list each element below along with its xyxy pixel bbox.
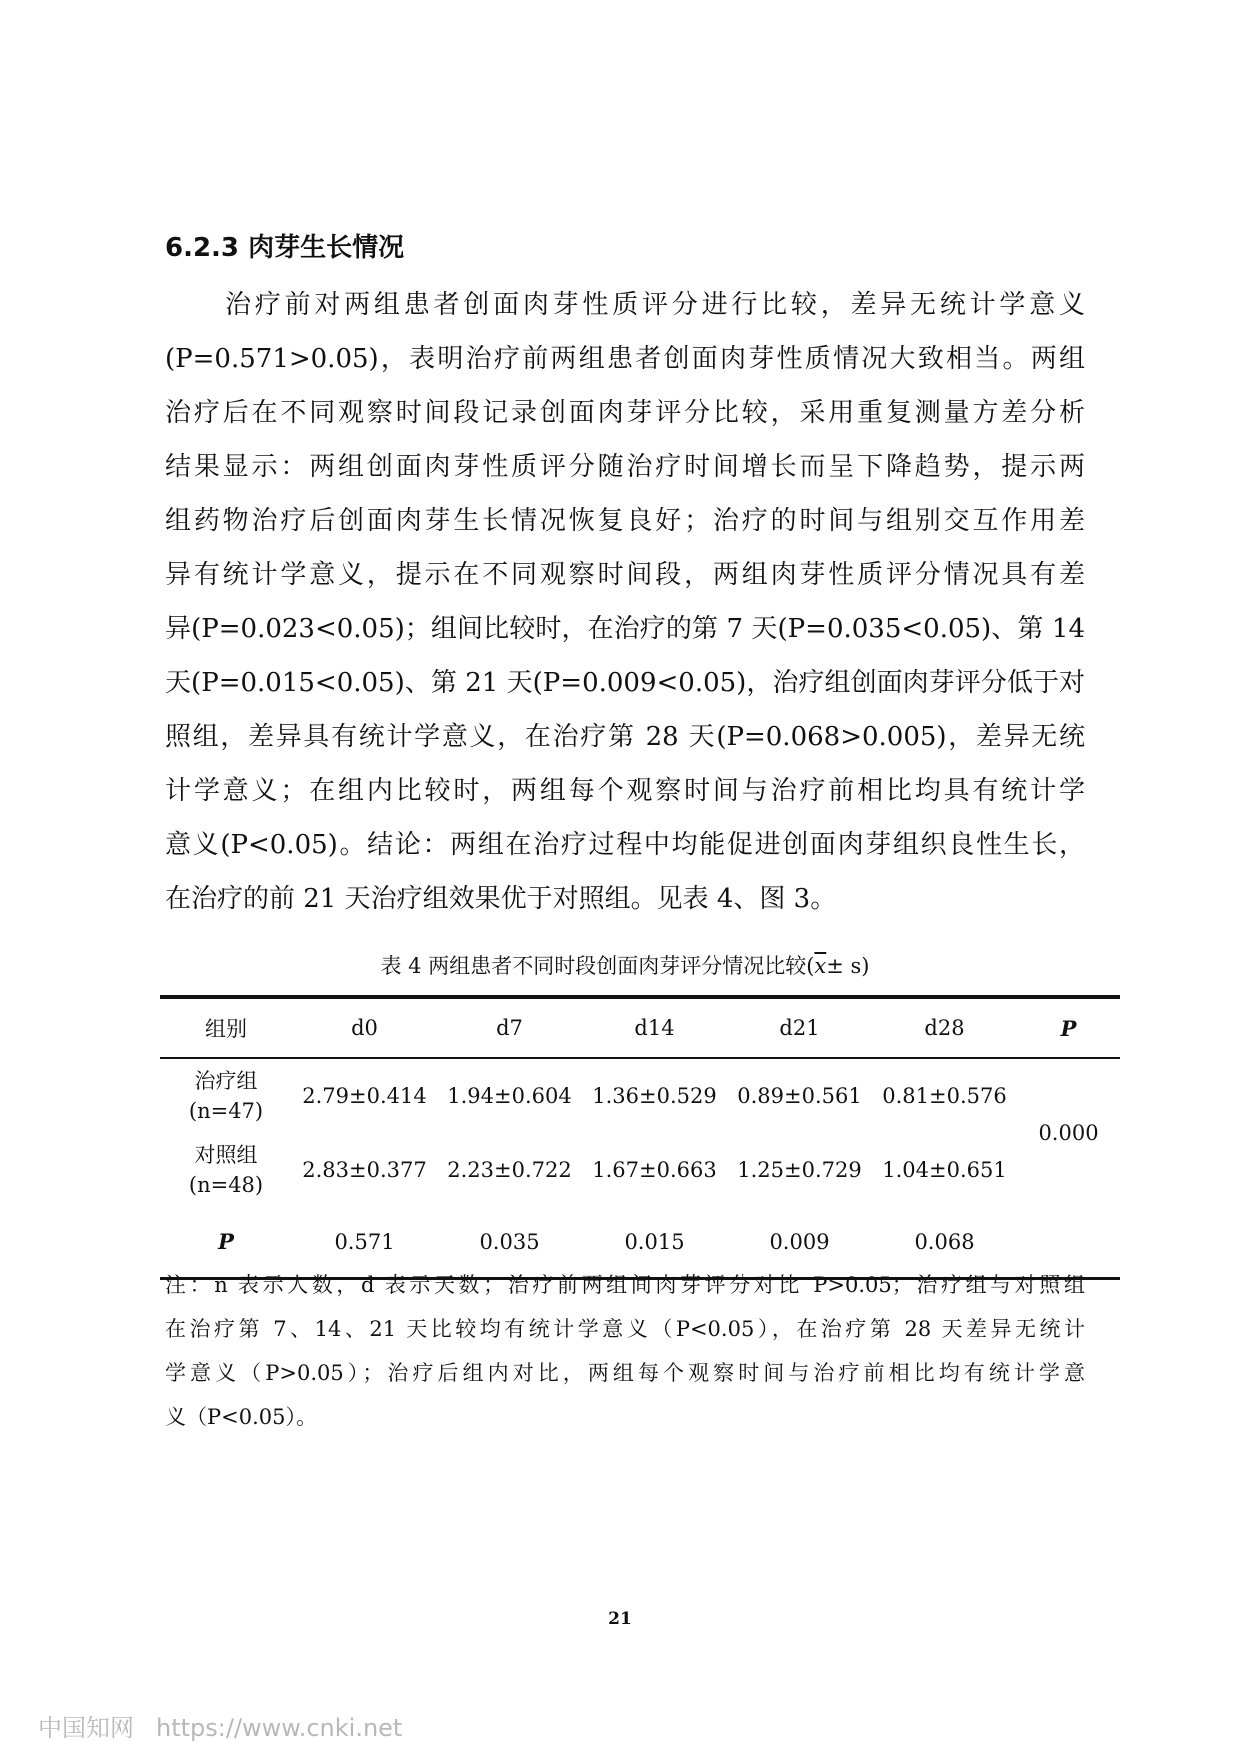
group-size: (n=47) (188, 1099, 264, 1123)
paragraph-line: 异有统计学意义，提示在不同观察时间段，两组肉芽性质评分情况具有差 (165, 560, 1085, 590)
results-table (160, 995, 1120, 1280)
table-row (160, 1133, 1120, 1207)
p-value-cell: 0.015 (582, 1207, 727, 1279)
paragraph-line: (P=0.571>0.05)，表明治疗前两组患者创面肉芽性质情况大致相当。两组 (165, 344, 1085, 374)
group-name: 治疗组 (194, 1069, 258, 1093)
group-cell (160, 1133, 292, 1207)
paragraph-line: 天(P=0.015<0.05)、第 21 天(P=0.009<0.05)，治疗组创面肉芽评分低于对 (165, 668, 1085, 698)
table-caption-text: 表 4 两组患者不同时段创面肉芽评分情况比较( (380, 954, 815, 978)
group-cell (160, 1058, 292, 1133)
column-header-group: 组别 (160, 997, 292, 1058)
note-line: 学意义（P>0.05）；治疗后组内对比，两组每个观察时间与治疗前相比均有统计学意 (165, 1361, 1085, 1385)
table-caption (165, 948, 1085, 984)
mean-symbol: $\overline{x}$ (814, 954, 827, 978)
value-cell: 0.89±0.561 (737, 1084, 862, 1108)
table-caption-suffix: ± s) (826, 954, 870, 978)
value-cell: 0.81±0.576 (882, 1084, 1007, 1108)
p-row-label: P (160, 1207, 292, 1279)
note-line: 在治疗第 7、14、21 天比较均有统计学意义（P<0.05），在治疗第 28 天差异无统计 (165, 1317, 1085, 1341)
value-cell: 1.36±0.529 (592, 1084, 717, 1108)
body-paragraph (165, 278, 1085, 926)
value-cell: 1.94±0.604 (447, 1084, 572, 1108)
column-header-d7: d7 (437, 997, 582, 1058)
note-line: 义（P<0.05）。 (165, 1405, 317, 1429)
value-cell: 1.25±0.729 (737, 1158, 862, 1182)
paragraph-line: 异(P=0.023<0.05)；组间比较时，在治疗的第 7 天(P=0.035<0.05)、第 14 (165, 614, 1085, 644)
column-header-d21: d21 (727, 997, 872, 1058)
p-value-cell: 0.035 (437, 1207, 582, 1279)
paragraph-line: 治疗后在不同观察时间段记录创面肉芽评分比较，采用重复测量方差分析 (165, 398, 1085, 428)
column-header-p: P (1017, 997, 1120, 1058)
watermark-url: https://www.cnki.net (156, 1714, 403, 1742)
table-note (165, 1263, 1085, 1439)
table-header-row (160, 997, 1120, 1058)
paragraph-line: 治疗前对两组患者创面肉芽性质评分进行比较，差异无统计学意义 (225, 290, 1085, 320)
watermark (38, 1708, 402, 1743)
table-row (160, 1058, 1120, 1133)
watermark-brand: 中国知网 (38, 1714, 134, 1742)
paragraph-line: 计学意义；在组内比较时，两组每个观察时间与治疗前相比均具有统计学 (165, 776, 1085, 806)
paragraph-line: 在治疗的前 21 天治疗组效果优于对照组。见表 4、图 3。 (165, 884, 837, 914)
overall-p-cell: 0.000 (1038, 1121, 1099, 1145)
page-number: 21 (608, 1609, 632, 1629)
value-cell: 1.67±0.663 (592, 1158, 717, 1182)
value-cell: 2.79±0.414 (302, 1084, 427, 1108)
p-value-cell: 0.068 (872, 1207, 1017, 1279)
paragraph-line: 照组，差异具有统计学意义，在治疗第 28 天(P=0.068>0.005)，差异无统 (165, 722, 1085, 752)
column-header-d14: d14 (582, 997, 727, 1058)
note-line: 注：n 表示人数，d 表示天数；治疗前两组间肉芽评分对比 P>0.05；治疗组与对照组 (165, 1273, 1085, 1297)
value-cell: 2.83±0.377 (302, 1158, 427, 1182)
paragraph-line: 结果显示：两组创面肉芽性质评分随治疗时间增长而呈下降趋势，提示两 (165, 452, 1085, 482)
group-name: 对照组 (194, 1143, 258, 1167)
group-size: (n=48) (188, 1173, 264, 1197)
value-cell: 2.23±0.722 (447, 1158, 572, 1182)
p-value-cell: 0.571 (292, 1207, 437, 1279)
column-header-d0: d0 (292, 997, 437, 1058)
paragraph-line: 意义(P<0.05)。结论：两组在治疗过程中均能促进创面肉芽组织良性生长， (165, 830, 1085, 860)
section-heading: 6.2.3 肉芽生长情况 (165, 233, 405, 263)
column-header-d28: d28 (872, 997, 1017, 1058)
paragraph-line: 组药物治疗后创面肉芽生长情况恢复良好；治疗的时间与组别交互作用差 (165, 506, 1085, 536)
value-cell: 1.04±0.651 (882, 1158, 1007, 1182)
p-value-cell: 0.009 (727, 1207, 872, 1279)
